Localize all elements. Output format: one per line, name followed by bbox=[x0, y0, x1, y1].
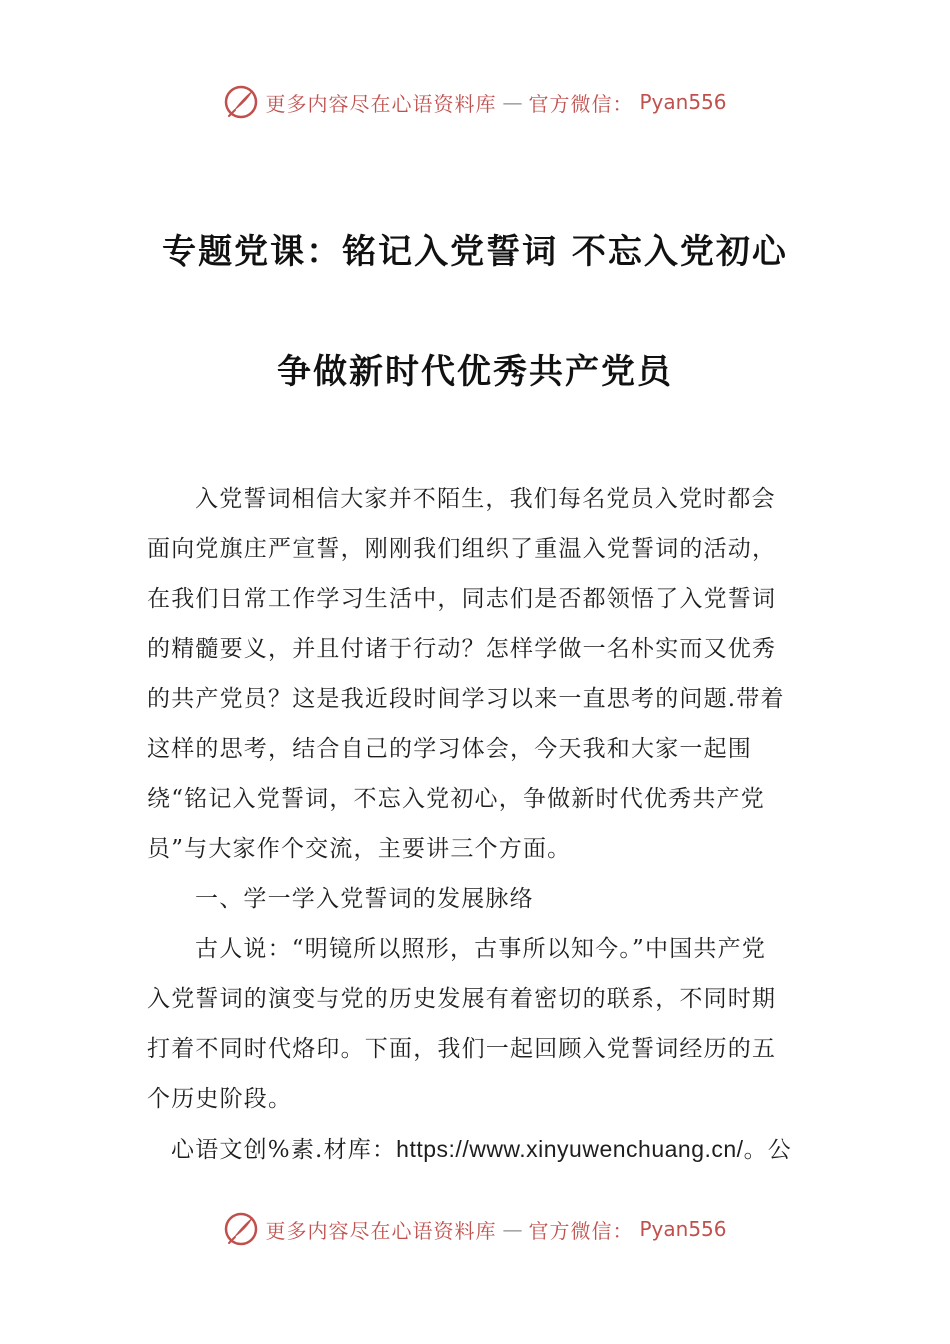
document-title-line-1: 专题党课：铭记入党誓词 不忘入党初心 bbox=[162, 232, 788, 272]
footer-banner-label: 官方微信： bbox=[528, 1218, 634, 1243]
footer-banner-separator: — bbox=[502, 1217, 523, 1241]
section-heading-1: 一、学一学入党誓词的发展脉络 bbox=[195, 886, 534, 912]
footer-banner bbox=[0, 1207, 950, 1251]
document-body bbox=[147, 474, 792, 1175]
header-banner bbox=[0, 80, 950, 124]
source-prefix: 心语文创%素.材库： bbox=[171, 1137, 397, 1163]
paragraph-intro: 入党誓词相信大家并不陌生，我们每名党员入党时都会面向党旗庄严宣誓，刚刚我们组织了重温入党誓词的活动，在我们日常工作学习生活中，同志们是否都领悟了入党誓词的精髓要义，并且付诸于行动？怎样学做一名朴实而又优秀的共产党员？这是我近段时间学习以来一直思考的问题.带着这样的思考，结合自己的学习体会，今天我和大家一起围绕“铭记入党誓词，不忘入党初心，争做新时代优秀共产党员”与大家作个交流，主要讲三个方面。 bbox=[147, 486, 785, 862]
header-banner-handle: Pyan556 bbox=[639, 90, 727, 114]
footer-banner-text: 更多内容尽在心语资料库 bbox=[265, 1218, 497, 1243]
header-banner-text: 更多内容尽在心语资料库 bbox=[265, 91, 497, 116]
quill-logo-icon bbox=[223, 84, 259, 120]
document-title-line-2: 争做新时代优秀共产党员 bbox=[277, 352, 673, 392]
footer-banner-handle: Pyan556 bbox=[639, 1217, 727, 1241]
header-banner-label: 官方微信： bbox=[528, 91, 634, 116]
source-line bbox=[147, 1124, 792, 1175]
source-url-link[interactable]: https://www.xinyuwenchuang.cn/ bbox=[396, 1136, 744, 1162]
header-banner-separator: — bbox=[502, 90, 523, 114]
paragraph-history: 古人说：“明镜所以照形，古事所以知今。”中国共产党入党誓词的演变与党的历史发展有着密切的联系，不同时期打着不同时代烙印。下面，我们一起回顾入党誓词经历的五个历史阶段。 bbox=[147, 936, 777, 1112]
quill-logo-icon bbox=[223, 1211, 259, 1247]
source-suffix: 。公 bbox=[743, 1137, 792, 1163]
